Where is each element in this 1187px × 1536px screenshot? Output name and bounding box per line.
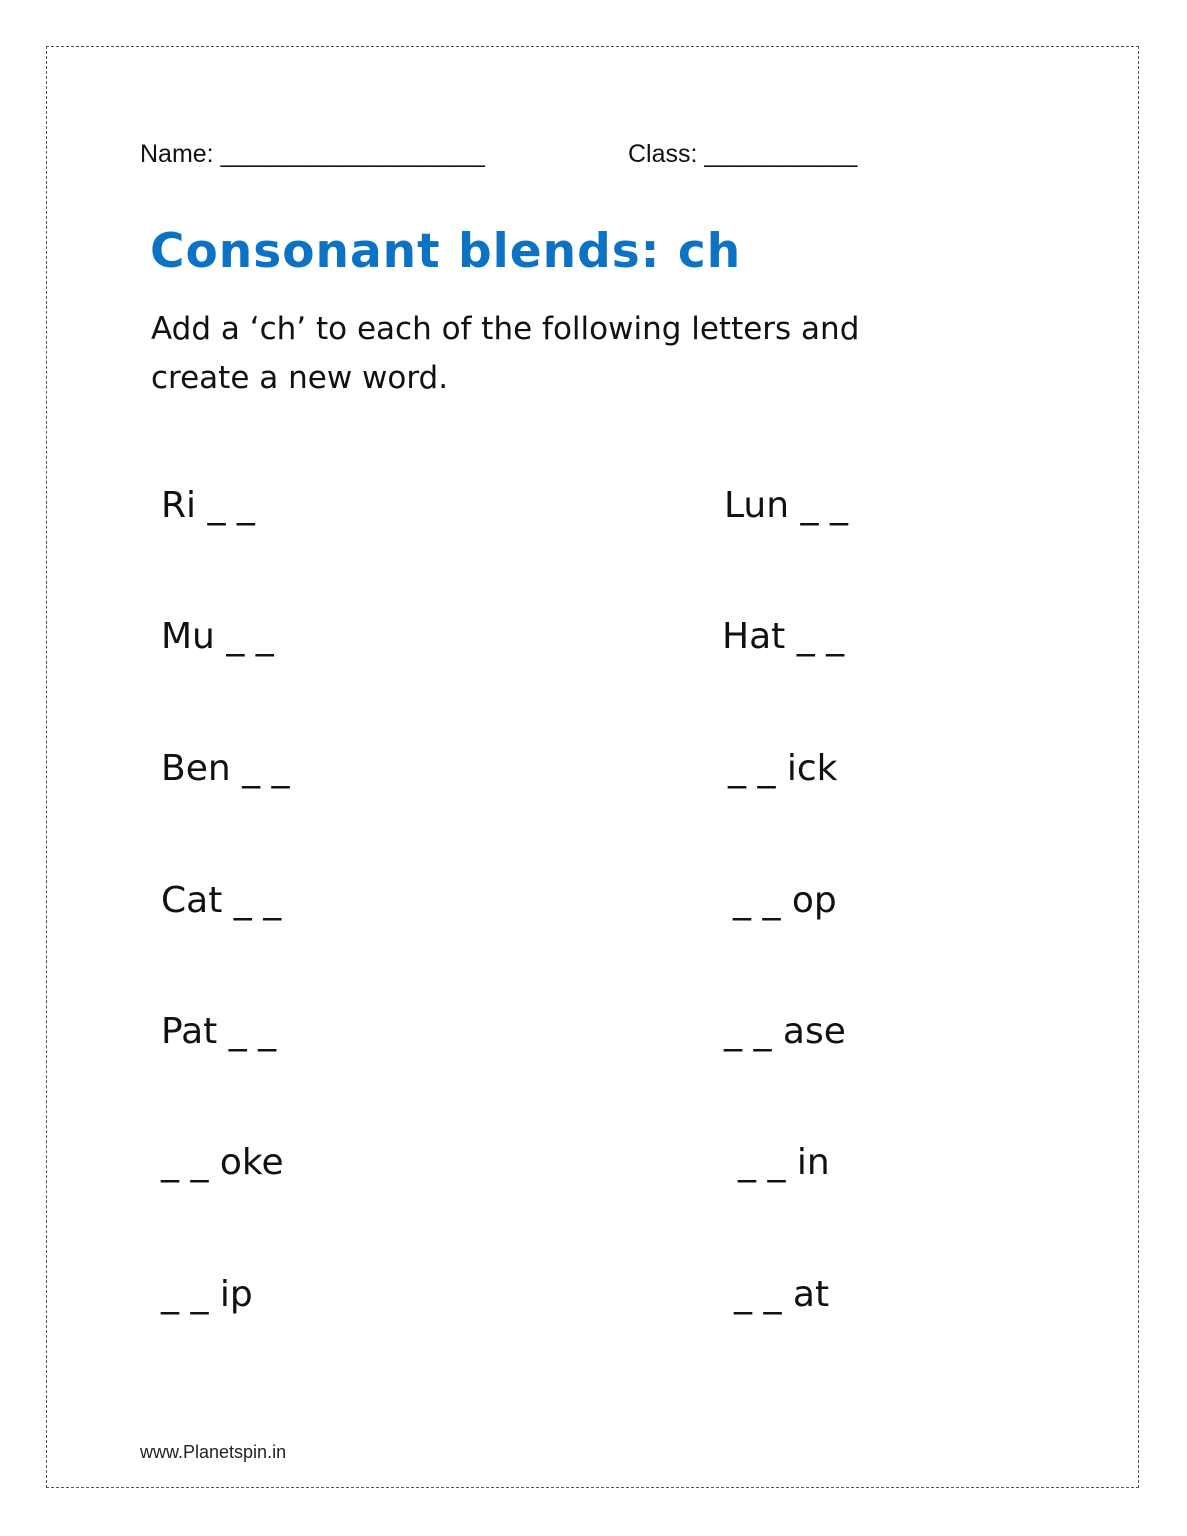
exercise-item[interactable]: _ _ op	[733, 880, 837, 921]
exercise-item[interactable]: Cat _ _	[161, 880, 282, 921]
exercise-item[interactable]: _ _ oke	[161, 1142, 284, 1183]
footer-website: www.Planetspin.in	[140, 1442, 287, 1462]
exercise-item[interactable]: _ _ in	[738, 1142, 830, 1183]
class-field[interactable]: Class: ___________	[628, 140, 858, 168]
exercise-item[interactable]: _ _ ase	[724, 1011, 846, 1052]
exercise-item[interactable]: _ _ ip	[161, 1274, 253, 1315]
exercise-item[interactable]: Mu _ _	[161, 616, 274, 657]
exercise-item[interactable]: _ _ ick	[728, 748, 838, 789]
worksheet-title: Consonant blends: ch	[150, 224, 742, 279]
exercise-item[interactable]: Pat _ _	[161, 1011, 277, 1052]
instructions: Add a ‘ch’ to each of the following letters and create a new word.	[151, 311, 860, 396]
name-field[interactable]: Name: ___________________	[140, 140, 485, 168]
exercise-item[interactable]: Hat _ _	[722, 616, 845, 657]
exercise-item[interactable]: Ri _ _	[161, 485, 255, 526]
exercise-item[interactable]: _ _ at	[734, 1274, 830, 1315]
exercise-item[interactable]: Lun _ _	[724, 485, 848, 526]
exercise-item[interactable]: Ben _ _	[161, 748, 290, 789]
